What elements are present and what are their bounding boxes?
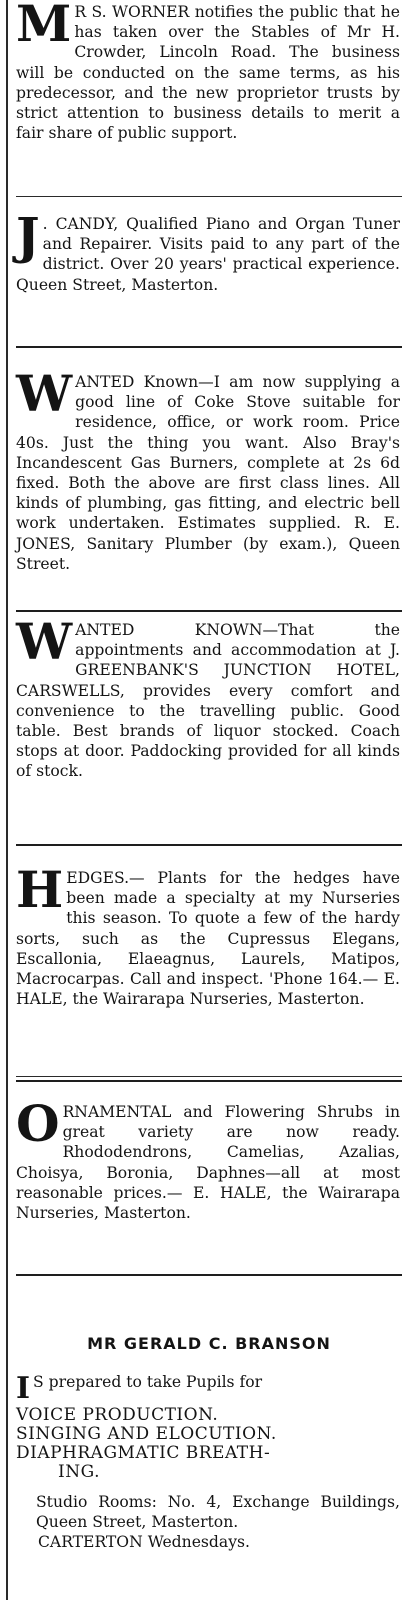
- divider: [16, 346, 402, 348]
- carterton-note: CARTERTON Wednesdays.: [38, 1533, 250, 1552]
- ad-greenbank-hotel: [16, 612, 400, 782]
- dropcap-letter: W: [16, 364, 73, 423]
- ad-branson-voice-teacher: [16, 1372, 400, 1553]
- ad-text: ANTED KNOWN—That the appointments and accommodation at J. GREENBANK'S JUNCTION HOTEL, CARSWELLS, provides every comfort and convenience to the travelling public. Good table. Best brands of liquor stocked. Coach stops at door. Paddocking provided for all kinds of stock.: [16, 621, 400, 781]
- ad-jones-plumber: [16, 364, 400, 574]
- newspaper-column: [6, 0, 404, 1600]
- ad-text: . CANDY, Qualified Piano and Organ Tuner and Repairer. Visits paid to any part of the district. Over 20 years' practical experience. Queen Street, Masterton.: [16, 215, 400, 294]
- ad-worner-stables: [16, 2, 400, 143]
- ad-text: RNAMENTAL and Flowering Shrubs in great variety are now ready. Rhododendrons, Camelias, Azalias, Choisya, Boronia, Daphnes—all at most reasonable prices.— E. HALE, the Wairarapa Nurseries, Masterton.: [16, 1103, 400, 1223]
- dropcap-letter: J: [16, 206, 40, 265]
- dropcap-letter: W: [16, 612, 73, 671]
- ad-text: ANTED Known—I am now supplying a good line of Coke Stove suitable for residence, office, or work room. Price 40s. Just the thing you want. Also Bray's Incandescent Gas Burners, complete at 2s 6d fixed. Both the above are first class lines. All kinds of plumbing, gas fitting, and electric bell work undertaken. Estimates supplied. R. E. JONES, Sanitary Plumber (by exam.), Queen Street.: [16, 373, 400, 573]
- ad-hale-hedges: [16, 860, 400, 1009]
- dropcap-letter: I: [16, 1371, 31, 1406]
- divider: [16, 844, 402, 846]
- divider: [16, 610, 402, 612]
- divider: [16, 196, 402, 197]
- studio-address: Studio Rooms: No. 4, Exchange Buildings, Queen Street, Masterton.: [36, 1493, 400, 1532]
- ad-candy-piano-tuner: [16, 206, 400, 295]
- dropcap-letter: M: [16, 0, 72, 53]
- ad-hale-ornamental-shrubs: [16, 1094, 400, 1223]
- dropcap-letter: O: [16, 1094, 60, 1153]
- ad-intro: S prepared to take Pupils for: [33, 1373, 263, 1391]
- subject-line: DIAPHRAGMATIC BREATH-: [16, 1443, 271, 1463]
- ad-heading: MR GERALD C. BRANSON: [87, 1334, 331, 1353]
- subject-line: ING.: [58, 1462, 100, 1482]
- divider: [16, 1076, 402, 1077]
- divider: [16, 1274, 402, 1276]
- dropcap-letter: H: [16, 860, 64, 919]
- subject-line: SINGING AND ELOCUTION.: [16, 1424, 277, 1444]
- subject-line: VOICE PRODUCTION.: [16, 1405, 219, 1425]
- divider: [16, 1080, 402, 1082]
- ad-text: EDGES.— Plants for the hedges have been made a specialty at my Nurseries this season. To quote a few of the hardy sorts, such as the Cupressus Elegans, Escallonia, Elaeagnus, Laurels, Matipos, Macrocarpas. Call and inspect. 'Phone 164.— E. HALE, the Wairarapa Nurseries, Masterton.: [16, 869, 400, 1009]
- ad-text: R S. WORNER notifies the public that he has taken over the Stables of Mr H. Crowder, Lincoln Road. The business will be conducted on the same terms, as his predecessor, and the new proprietor trusts by strict attention to business details to merit a fair share of public support.: [16, 3, 400, 143]
